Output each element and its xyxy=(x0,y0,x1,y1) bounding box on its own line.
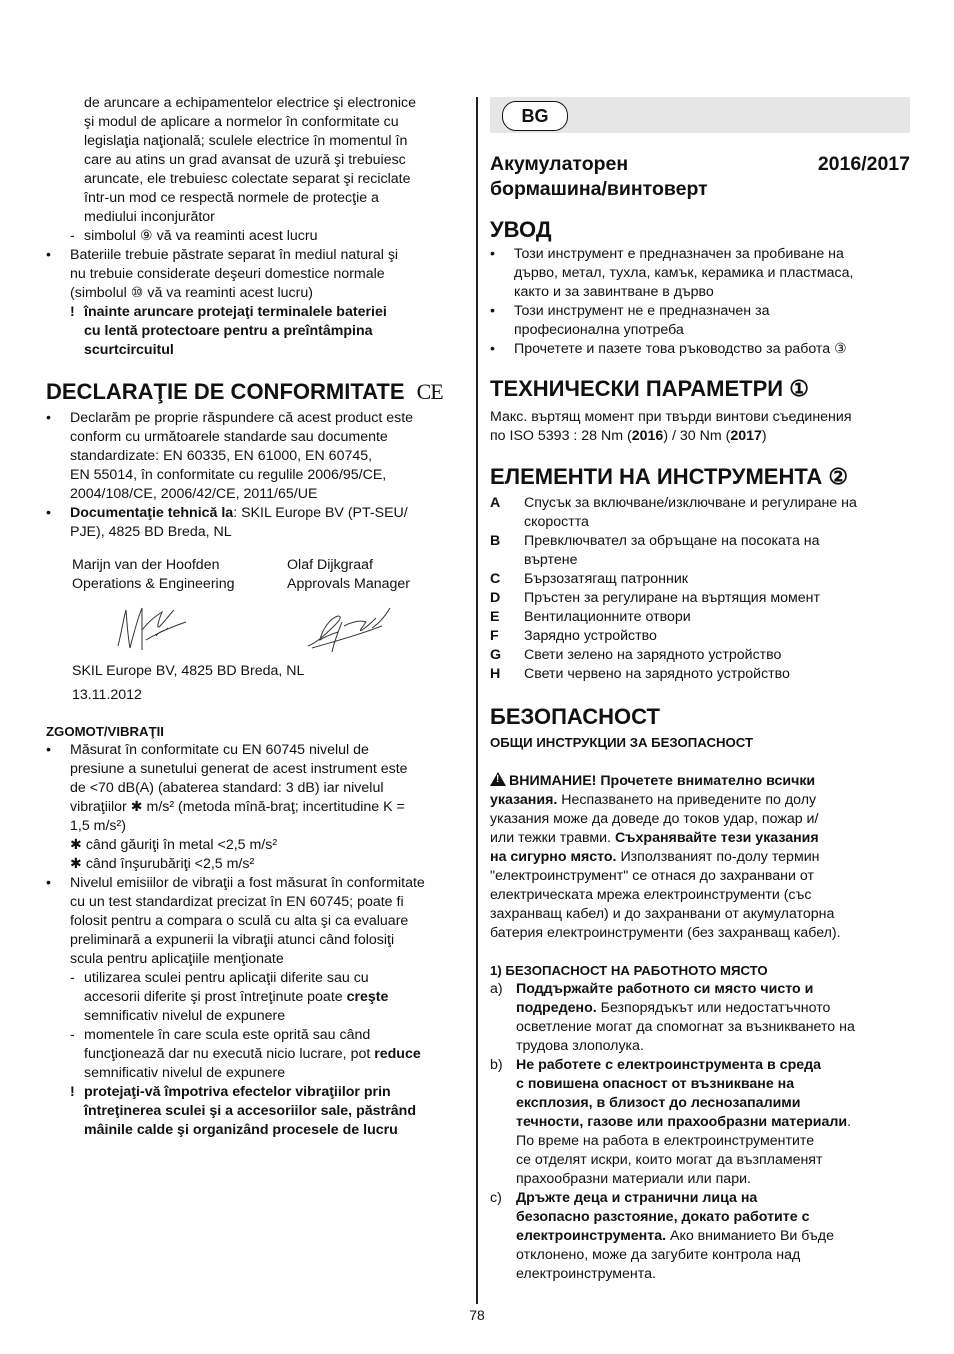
element-item: D Пръстен за регулиране на въртящия момент xyxy=(490,590,820,606)
ce-mark-icon: CE xyxy=(416,379,443,404)
safety-heading: БЕЗОПАСНОСТ xyxy=(490,704,660,729)
declaration-date: 13.11.2012 xyxy=(72,687,142,703)
language-badge: BG xyxy=(502,101,568,131)
declaration-heading: DECLARAŢIE DE CONFORMITATE CE xyxy=(46,379,443,404)
language-band xyxy=(490,97,910,133)
signatory-1: Marijn van der Hoofden Operations & Engineering xyxy=(72,557,235,592)
company-address: SKIL Europe BV, 4825 BD Breda, NL xyxy=(72,663,305,679)
safety-warning: !ВНИМАНИЕ! Прочетете внимателно всички указания. Неспазването на приведените по долу указания може да доведе до токов удар, пожар и/ или тежки травми. Съхранявайте тези указания на сигурно място. Използваният по-долу термин "електроинструмент" се отнася до захранвани от електрическата мрежа електроинструменти (със захранващ кабел) и до захранвани от акумулаторна батерия електроинструменти (без захранващ кабел). xyxy=(490,772,910,943)
element-item: A Спусък за включване/изключване и регулиране на скоростта xyxy=(490,495,857,530)
signatory-2: Olaf Dijkgraaf Approvals Manager xyxy=(287,557,411,592)
right-column xyxy=(490,97,910,1284)
noise-heading: ZGOMOT/VIBRAŢII xyxy=(46,724,164,739)
element-item: E Вентилационните отвори xyxy=(490,609,691,625)
tech-torque: Макс. въртящ момент при твърди винтови съединения по ISO 5393 : 28 Nm (2016) / 30 Nm (2017) xyxy=(490,409,852,444)
left-column xyxy=(46,94,462,1140)
disposal-paragraph: de aruncare a echipamentelor electrice şi electronice şi modul de aplicare a normelor în conformitate cu legislaţia naţională; sculele electrice în momentul în care au atins un grad avansat de uzură şi trebuiesc aruncate, ele trebuiesc colectate separat şi reciclate într-un mod ce respectă normele de protecţie a mediului inconjurător xyxy=(84,95,417,225)
signature-2-image xyxy=(302,602,402,656)
vibration-emission: • Nivelul emisiilor de vibraţii a fost măsurat în conformitate cu un test standardizat precizat în EN 60745; poate fi folosit pentru a compara o sculă cu alta şi ca evaluare preliminară a expunerii la vibraţii atunci când folosiţi scula pentru aplicaţiile menţionate xyxy=(46,875,425,967)
workplace-item-c: c) Дръжте деца и странични лица на безопасно разстояние, докато работите с електроинструмента. Ако вниманието Ви бъде отклонено, може да загубите контрола над електроинструмента. xyxy=(490,1190,834,1282)
elements-list xyxy=(490,494,910,684)
intro-item: • Прочетете и пазете това ръководство за работа ③ xyxy=(490,341,847,357)
workplace-item-b: b) Не работете с електроинструмента в среда с повишена опасност от възникване на експлозия, в близост до леснозапалими течности, газове или прахообразни материали. По време на работа в електроинструментите се отделят искри, които могат да възпламенят прахообразни материали или пари. xyxy=(490,1057,852,1187)
exposure-reduce: - momentele în care scula este oprită sau când funcţionează dar nu execută nicio lucrare, pot reduce semnificativ nivelul de expunere xyxy=(70,1027,421,1081)
model-number: 2016/2017 xyxy=(817,153,910,175)
element-item: H Свети червено на зарядното устройство xyxy=(490,666,790,682)
symbol-9-note: - simbolul ⑨ vă va reaminti acest lucru xyxy=(70,228,318,244)
workplace-item-a: a) Поддържайте работното си място чисто и подредено. Безпорядъкът или недостатъчното осветление могат да спомогнат за възникването на трудова злополука. xyxy=(490,981,855,1054)
exposure-increase: - utilizarea sculei pentru aplicaţii diferite sau cu accesorii diferite şi prost întreţinute poate creşte semnificativ nivelul de expunere xyxy=(70,970,389,1024)
element-item: B Превключвател за обръщане на посоката на въртене xyxy=(490,533,820,568)
intro-item: • Този инструмент не е предназначен за професионална употреба xyxy=(490,303,770,338)
signature-1-image xyxy=(112,600,192,656)
warning-triangle-icon xyxy=(490,772,506,786)
elements-heading: ЕЛЕМЕНТИ НА ИНСТРУМЕНТА ② xyxy=(490,464,849,489)
element-item: G Свети зелено на зарядното устройство xyxy=(490,647,782,663)
column-divider xyxy=(476,97,478,1304)
safety-subheading: ОБЩИ ИНСТРУКЦИИ ЗА БЕЗОПАСНОСТ xyxy=(490,735,753,750)
declaration-standards: • Declarăm pe proprie răspundere că acest product este conform cu următoarele standarde sau documente standardizate: EN 60335, EN 61000, EN 60745, EN 55014, în conformitate cu regulile 2006/95/CE, 2004/108/CE, 2006/42/CE, 2011/65/UE xyxy=(46,410,414,502)
intro-heading: УВОД xyxy=(490,217,552,242)
technical-documentation: • Documentaţie tehnică la: SKIL Europe BV (PT-SEU/ PJE), 4825 BD Breda, NL xyxy=(46,505,408,540)
workplace-safety-heading: 1) БЕЗОПАСНОСТ НА РАБОТНОТО МЯСТО xyxy=(490,963,768,978)
signatures-block xyxy=(46,556,462,668)
element-item: C Бързозатягащ патронник xyxy=(490,571,688,587)
element-item: F Зарядно устройство xyxy=(490,628,657,644)
product-title: Акумулаторен бормашина/винтоверт 2016/2017 xyxy=(490,153,910,200)
intro-item: • Този инструмент е предназначен за пробиване на дърво, метал, тухла, камък, керамика и пластмаса, както и за завинтване в дърво xyxy=(490,246,854,300)
page-number: 78 xyxy=(469,1307,485,1323)
noise-measurement: • Măsurat în conformitate cu EN 60745 nivelul de presiune a sunetului generat de acest instrument este de <70 dB(A) (abaterea standard: 3 dB) iar nivelul vibraţiilor ✱ m/s² (metoda mînă-braţ; incertitudine K = 1,5 m/s²) ✱ când găuriţi în metal <2,5 m/s² ✱ când înşurubăriţi <2,5 m/s² xyxy=(46,742,408,872)
battery-bullet: • Bateriile trebuie păstrate separat în mediul natural şi nu trebuie considerate deşeuri domestice normale (simbolul ⑩ vă va reaminti acest lucru) xyxy=(46,247,399,301)
tech-heading: ТЕХНИЧЕСКИ ПАРАМЕТРИ ① xyxy=(490,376,809,401)
battery-warning: ! înainte aruncare protejaţi terminalele bateriei cu lentă protectoare pentru a preîntâmpina scurtcircuitul xyxy=(70,304,387,358)
vibration-warning: ! protejaţi-vă împotriva efectelor vibraţiilor prin întreţinerea sculei şi a accesoriilor sale, păstrând mâinile calde şi organizând procesele de lucru xyxy=(70,1084,416,1138)
